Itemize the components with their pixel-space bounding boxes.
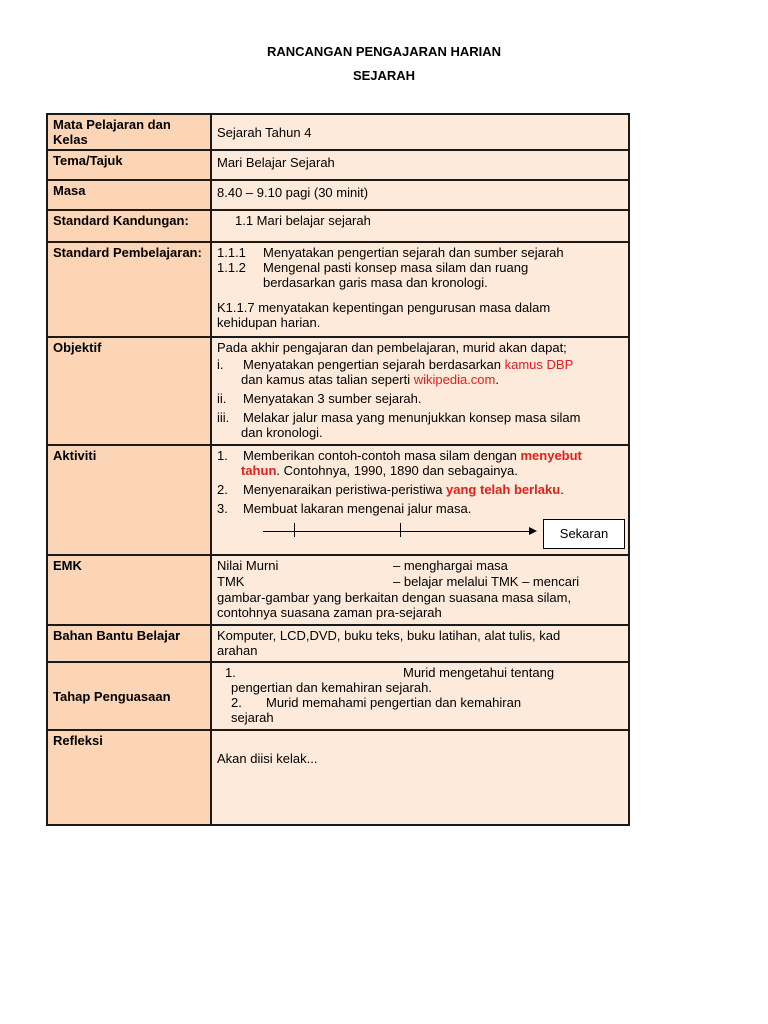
item-text: Murid mengetahui tentang bbox=[403, 665, 555, 680]
highlight-text: wikipedia.com bbox=[413, 372, 496, 387]
emk-line bbox=[217, 558, 623, 574]
highlight-text: tahun bbox=[241, 463, 277, 478]
table-row bbox=[47, 625, 629, 662]
emk-right: – belajar melalui TMK – mencari bbox=[393, 574, 580, 589]
item-text-cont: pengertian dan kemahiran sejarah. bbox=[231, 680, 432, 695]
row-value bbox=[211, 210, 629, 242]
row-value bbox=[211, 625, 629, 662]
row-value bbox=[211, 730, 629, 825]
item-text-cont: berdasarkan garis masa dan kronologi. bbox=[263, 275, 488, 290]
item-number: 2. bbox=[217, 482, 228, 497]
item-text-cont: sejarah bbox=[231, 710, 274, 725]
item-text: Menyatakan pengertian sejarah dan sumber sejarah bbox=[263, 245, 564, 260]
item-number: 2. bbox=[231, 695, 242, 710]
item-text: Menyatakan 3 sumber sejarah. bbox=[243, 391, 422, 406]
timeline-sketch bbox=[217, 518, 623, 550]
item-number: iii. bbox=[217, 410, 230, 425]
item-number: 1. bbox=[217, 448, 228, 463]
highlight-text: menyebut bbox=[520, 448, 582, 463]
item-text: Murid memahami pengertian dan kemahiran bbox=[266, 695, 522, 710]
row-value bbox=[211, 445, 629, 555]
document-subject: SEJARAH bbox=[352, 68, 416, 83]
item-text: dan kamus atas talian seperti bbox=[241, 372, 414, 387]
lesson-plan-table bbox=[46, 113, 630, 826]
row-label: Objektif bbox=[47, 337, 211, 445]
table-row bbox=[47, 210, 629, 242]
timeline-line bbox=[263, 531, 531, 532]
table-row bbox=[47, 555, 629, 625]
emk-text: gambar-gambar yang berkaitan dengan suasana masa silam, bbox=[217, 590, 572, 605]
row-value bbox=[211, 337, 629, 445]
list-item bbox=[217, 665, 623, 680]
list-item bbox=[217, 391, 623, 406]
list-item bbox=[217, 482, 623, 497]
table-row bbox=[47, 445, 629, 555]
emk-left: Nilai Murni bbox=[217, 558, 279, 573]
item-number: 1.1.1 bbox=[217, 245, 246, 260]
table-row bbox=[47, 242, 629, 337]
item-text: Menyenaraikan peristiwa-peristiwa bbox=[243, 482, 447, 497]
standard-kandungan-text: 1.1 Mari belajar sejarah bbox=[235, 213, 371, 228]
item-number: 3. bbox=[217, 501, 228, 516]
row-label: Standard Kandungan: bbox=[47, 210, 211, 242]
row-value: 8.40 – 9.10 pagi (30 minit) bbox=[211, 180, 629, 210]
item-number: 1.1.2 bbox=[217, 260, 246, 275]
row-label: Standard Pembelajaran: bbox=[47, 242, 211, 337]
highlight-text: kamus DBP bbox=[504, 357, 574, 372]
row-label: EMK bbox=[47, 555, 211, 625]
item-text: Memberikan contoh-contoh masa silam dengan bbox=[243, 448, 521, 463]
extra-text-cont: kehidupan harian. bbox=[217, 315, 321, 330]
emk-left: TMK bbox=[217, 574, 245, 589]
row-label: Tema/Tajuk bbox=[47, 150, 211, 180]
objective-intro: Pada akhir pengajaran dan pembelajaran, murid akan dapat; bbox=[217, 340, 567, 355]
table-row bbox=[47, 730, 629, 825]
list-item-cont bbox=[217, 372, 623, 387]
extra-text: K1.1.7 menyatakan kepentingan pengurusan masa dalam bbox=[217, 300, 551, 315]
row-value bbox=[211, 662, 629, 730]
item-text: . Contohnya, 1990, 1890 dan sebagainya. bbox=[276, 463, 518, 478]
bbb-text: arahan bbox=[217, 643, 258, 658]
timeline-tick bbox=[294, 523, 295, 537]
item-number: ii. bbox=[217, 391, 227, 406]
item-text-cont: dan kronologi. bbox=[241, 425, 323, 440]
list-item bbox=[217, 501, 623, 516]
refleksi-text: Akan diisi kelak... bbox=[217, 751, 318, 766]
row-value: Mari Belajar Sejarah bbox=[211, 150, 629, 180]
table-row bbox=[47, 180, 629, 210]
row-value bbox=[211, 242, 629, 337]
item-text: . bbox=[495, 372, 499, 387]
document-title: RANCANGAN PENGAJARAN HARIAN bbox=[266, 44, 501, 59]
row-label: Bahan Bantu Belajar bbox=[47, 625, 211, 662]
row-label: Masa bbox=[47, 180, 211, 210]
item-number: 1. bbox=[225, 665, 236, 680]
row-label: Aktiviti bbox=[47, 445, 211, 555]
row-value bbox=[211, 555, 629, 625]
emk-line bbox=[217, 574, 623, 590]
item-text: Melakar jalur masa yang menunjukkan konsep masa silam bbox=[243, 410, 581, 425]
emk-text: contohnya suasana zaman pra-sejarah bbox=[217, 605, 442, 620]
timeline-label-box: Sekaran bbox=[543, 519, 625, 549]
emk-right: – menghargai masa bbox=[393, 558, 508, 573]
timeline-tick bbox=[400, 523, 401, 537]
item-number: i. bbox=[217, 357, 224, 372]
table-row bbox=[47, 114, 629, 150]
table-row bbox=[47, 150, 629, 180]
list-item-cont bbox=[217, 463, 623, 478]
item-text: Membuat lakaran mengenai jalur masa. bbox=[243, 501, 472, 516]
row-label: Refleksi bbox=[47, 730, 211, 825]
item-text: Mengenal pasti konsep masa silam dan ruang bbox=[263, 260, 529, 275]
item-text: . bbox=[560, 482, 564, 497]
list-item bbox=[217, 357, 623, 372]
list-item bbox=[217, 448, 623, 463]
list-item bbox=[217, 245, 623, 260]
item-text: Menyatakan pengertian sejarah berdasarkan bbox=[243, 357, 505, 372]
list-item bbox=[217, 695, 623, 710]
highlight-text: yang telah berlaku bbox=[446, 482, 561, 497]
table-row bbox=[47, 662, 629, 730]
arrow-right-icon bbox=[529, 527, 537, 535]
row-label: Tahap Penguasaan bbox=[47, 662, 211, 730]
bbb-text: Komputer, LCD,DVD, buku teks, buku latihan, alat tulis, kad bbox=[217, 628, 561, 643]
row-value: Sejarah Tahun 4 bbox=[211, 114, 629, 150]
table-row bbox=[47, 337, 629, 445]
row-label: Mata Pelajaran dan Kelas bbox=[47, 114, 211, 150]
list-item bbox=[217, 260, 623, 275]
list-item bbox=[217, 410, 623, 425]
